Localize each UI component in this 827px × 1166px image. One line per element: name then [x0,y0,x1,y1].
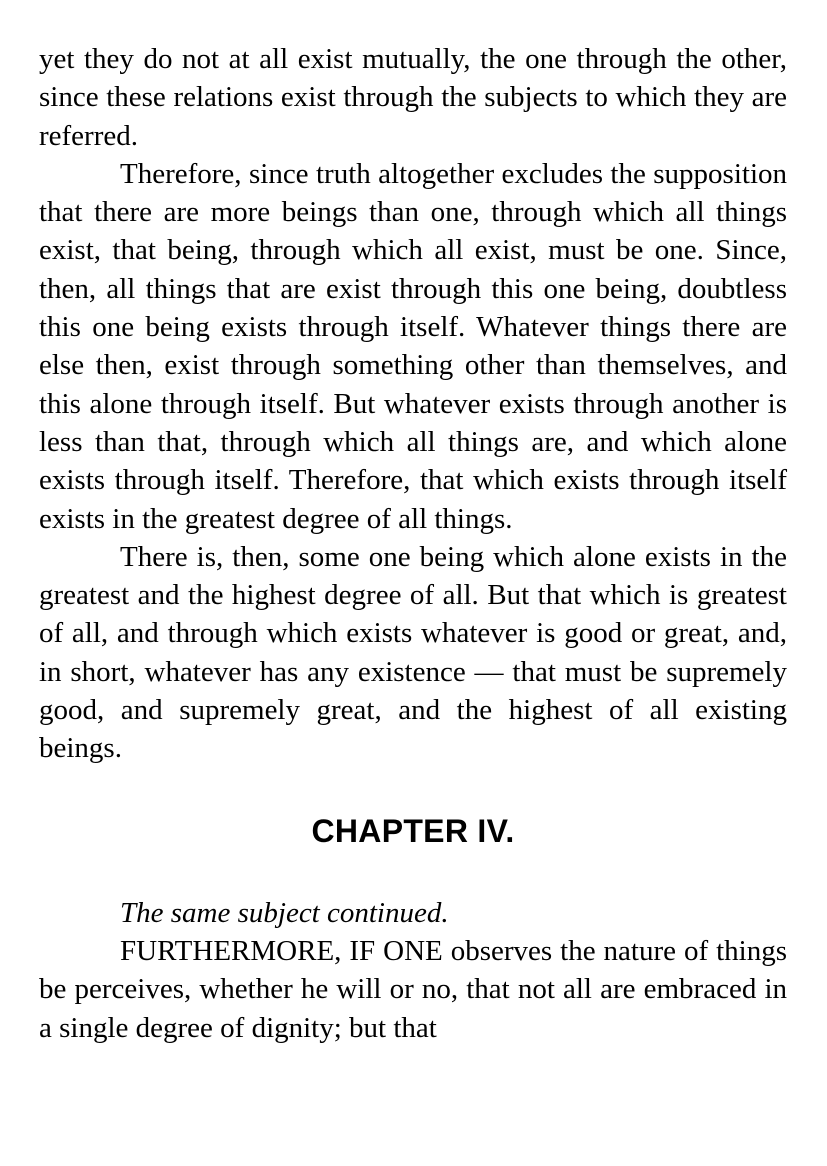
paragraph-greatest-being: There is, then, some one being which alone exists in the greatest and the highest degree of all. But that which is greatest of all, and through which exists whatever is good or great, and, in short, whatever has any existence — that must be supremely good, and supremely great, and the highest of all existing beings. [39,540,787,765]
chapter-subtitle: The same subject continued. [120,896,449,929]
chapter-opening-paragraph: FURTHERMORE, IF ONE observes the nature of things be perceives, whether he will or no, that not all are embraced in a single degree of dignity; but that [39,934,787,1044]
document-page [39,40,787,1047]
chapter-heading: CHAPTER IV. [311,812,515,849]
paragraph-continuation: yet they do not at all exist mutually, the one through the other, since these relations exist through the subjects to which they are referred. [39,43,787,152]
paragraph-truth: Therefore, since truth altogether excludes the supposition that there are more beings than one, through which all things exist, that being, through which all exist, must be one. Since, then, all things that are exist through this one being, doubtless this one being exists through itself. Whatever things there are else then, exist through something other than themselves, and this alone through itself. But whatever exists through another is less than that, through which all things are, and which alone exists through itself. Therefore, that which exists through itself exists in the greatest degree of all things. [39,157,787,535]
